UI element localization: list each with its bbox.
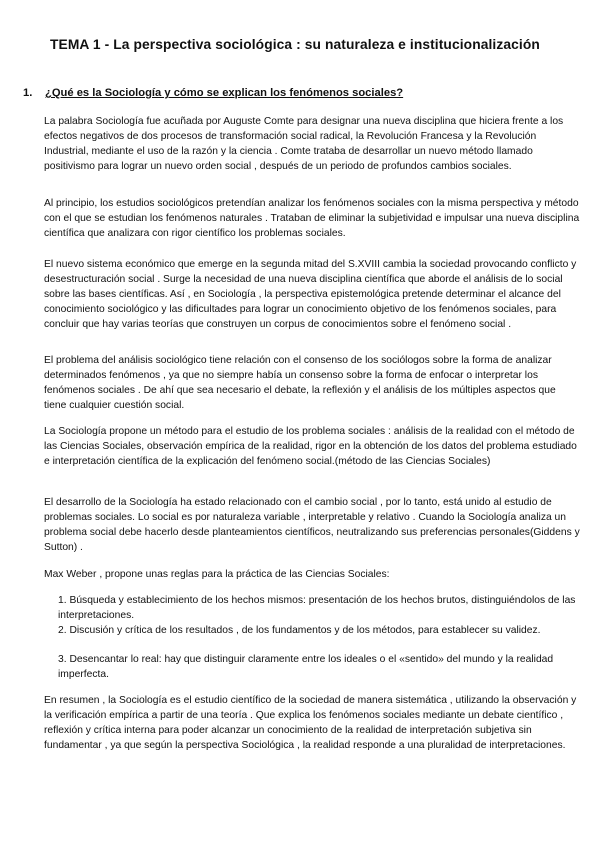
section-heading-text: ¿Qué es la Sociología y cómo se explican los fenómenos sociales? bbox=[45, 87, 404, 99]
paragraph-conclusion: En resumen , la Sociología es el estudio científico de la sociedad de manera sistemática , utilizando la observación y la verificación empírica a partir de una teoría . Que explica los fenómenos sociales mediante un debate científico , reflexión y crítica interna para poder alcanzar un conocimiento de la realidad de interpretación subjetiva sin fundamentar , ya que según la perspectiva Sociológica , la realidad responde a una pluralidad de interpretaciones. bbox=[44, 695, 577, 751]
section-number: 1. bbox=[23, 87, 33, 99]
rule-item-2: 2. Discusión y crítica de los resultados , de los fundamentos y de los métodos, para establecer su validez. bbox=[58, 625, 541, 636]
paragraph-principio: Al principio, los estudios sociológicos pretendían analizar los fenómenos sociales con la misma perspectiva y método con el que se estudian los fenómenos naturales . Trataban de eliminar la subjetividad e impulsar una nueva disciplina científica que analizara con rigor científico los problemas sociales. bbox=[44, 198, 580, 239]
rule-item-3: 3. Desencantar lo real: hay que distinguir claramente entre los ideales o el «sentido» del mundo y la realidad imperfecta. bbox=[58, 654, 554, 680]
section-heading bbox=[23, 87, 403, 99]
document-title: TEMA 1 - La perspectiva sociológica : su naturaleza e institucionalización bbox=[50, 37, 540, 52]
paragraph-sistema-economico: El nuevo sistema económico que emerge en la segunda mitad del S.XVIII cambia la sociedad provocando conflicto y desestructuración social . Surge la necesidad de una nueva disciplina científica que aborde el análisis de lo social sobre las bases científicas. Así , en Sociología , la perspectiva epistemológica pretende determinar el alcance del conocimiento sociológico y las dificultades para lograr un conocimiento objetivo de los fenómenos sociales, para concluir que hay varias teorías que construyen un corpus de conocimientos sobre el fenómeno social . bbox=[44, 259, 577, 330]
paragraph-problema-analisis: El problema del análisis sociológico tiene relación con el consenso de los sociólogos sobre la forma de analizar determinados fenómenos , ya que no siempre había un consenso sobre la forma de enfocar o interpretar los fenómenos sociales . De ahí que sea necesario el debate, la reflexión y el análisis de los múltiples aspectos que tiene cualquier cuestión social. bbox=[44, 355, 556, 411]
paragraph-comte: La palabra Sociología fue acuñada por Auguste Comte para designar una nueva disciplina que hiciera frente a los efectos negativos de dos procesos de transformación social radical, la Revolución Francesa y la Revolución Industrial, mediante el uso de la razón y la ciencia . Comte trataba de desarrollar un nuevo método llamado positivismo para lograr un nuevo orden social , después de un periodo de profundos cambios sociales. bbox=[44, 116, 564, 172]
paragraph-weber: Max Weber , propone unas reglas para la práctica de las Ciencias Sociales: bbox=[44, 569, 390, 580]
rule-item-1: 1. Búsqueda y establecimiento de los hechos mismos: presentación de los hechos brutos, distinguiéndolos de las interpretaciones. bbox=[58, 595, 576, 621]
paragraph-desarrollo: El desarrollo de la Sociología ha estado relacionado con el cambio social , por lo tanto, está unido al estudio de problemas sociales. Lo social es por naturaleza variable , interpretable y relativo . Cuando la Sociología analiza un problema social debe hacerlo desde planteamientos científicos, neutralizando sus preferencias personales(Giddens y Sutton) . bbox=[44, 497, 580, 553]
paragraph-metodo: La Sociología propone un método para el estudio de los problema sociales : análisis de la realidad con el método de las Ciencias Sociales, observación empírica de la realidad, rigor en la obtención de los datos del problema estudiado e interpretación científica de la explicación del fenómeno social.(método de las Ciencias Sociales) bbox=[44, 426, 577, 467]
